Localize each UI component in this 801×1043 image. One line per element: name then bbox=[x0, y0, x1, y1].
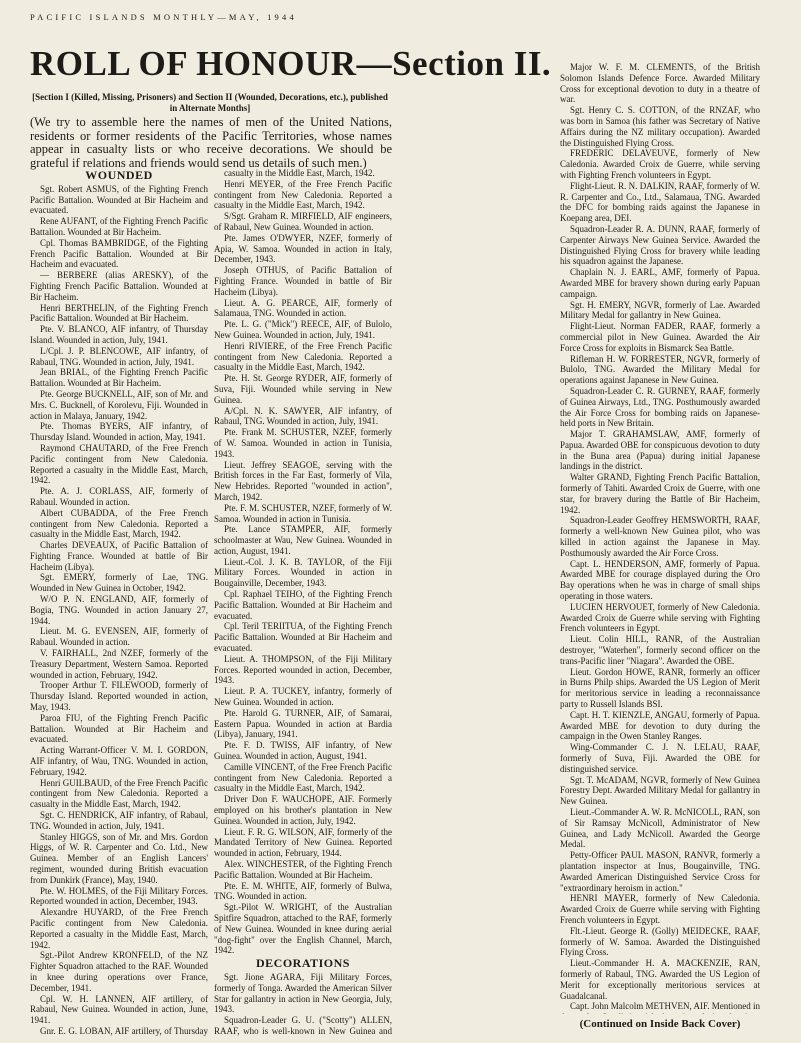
roll-entry: Lieut. F. R. G. WILSON, AIF, formerly of the Mandated Territory of New Guinea. Reported wounded in action, February, 1944. bbox=[214, 826, 392, 859]
roll-entry: Sgt. Robert ASMUS, of the Fighting French Pacific Battalion. Wounded at Bir Hacheim and evacuated. bbox=[30, 183, 208, 216]
roll-entry: Henri GUILBAUD, of the Free French Pacific contingent from New Caledonia. Reported a casualty in the Middle East, March, 1942. bbox=[30, 777, 208, 810]
roll-entry: Pte. A. J. CORLASS, AIF, formerly of Rabaul. Wounded in action. bbox=[30, 486, 208, 507]
roll-entry: Henri MEYER, of the Free French Pacific contingent from New Caledonia. Reported a casualty in the Middle East, March, 1942. bbox=[214, 178, 392, 211]
roll-entry: Albert CUBADDA, of the Free French contingent from New Caledonia. Reported a casualty in the Middle East, March, 1942. bbox=[30, 507, 208, 540]
roll-entry: Pte. F. M. SCHUSTER, NZEF, formerly of W. Samoa. Wounded in action in Tunisia. bbox=[214, 502, 392, 524]
roll-entry: Sgt.-Pilot W. WRIGHT, of the Australian Spitfire Squadron, attached to the RAF, formerly of New Guinea. Wounded in knee during aerial "dog-fight" over the English Channel, March, 1942. bbox=[214, 902, 392, 956]
roll-entry: A/Cpl. N. K. SAWYER, AIF infantry, of Rabaul, TNG. Wounded in action, July, 1941. bbox=[214, 405, 392, 427]
roll-entry: HENRI MAYER, formerly of New Caledonia. Awarded Croix de Guerre while serving with Fighting French volunteers in Egypt. bbox=[560, 893, 760, 925]
roll-entry: Cpl. Raphael TEIHO, of the Fighting French Pacific Battalion. Wounded at Bir Hacheim and evacuated. bbox=[214, 589, 392, 621]
roll-entry: Pte. George BUCKNELL, AIF, son of Mr. and Mrs. C. Bucknell, of Korolevu, Fiji. Wounded in action in Malaya, January, 1942. bbox=[30, 388, 208, 421]
roll-entry: Henri BERTHELIN, of the Fighting French Pacific Battalion. Wounded at Bir Hacheim. bbox=[30, 302, 208, 324]
roll-entry: Sgt.-Pilot Andrew KRONFELD, of the NZ Fighter Squadron attached to the RAF. Wounded in knee during operations over France, December, 1941. bbox=[30, 950, 208, 993]
roll-entry: Lieut. M. G. EVENSEN, AIF, formerly of Rabaul. Wounded in action. bbox=[30, 626, 208, 648]
wounded-list-2 bbox=[214, 168, 392, 956]
wounded-list-1 bbox=[30, 184, 208, 1036]
roll-entry: casualty in the Middle East, March, 1942. bbox=[224, 168, 375, 178]
roll-entry: Flt.-Lieut. George R. (Golly) MEIDECKE, RAAF, formerly of W. Samoa. Awarded the Distinguished Flying Cross. bbox=[560, 925, 760, 958]
roll-entry: Flight-Lieut. Norman FADER, RAAF, formerly a commercial pilot in New Guinea. Awarded the Air Force Cross for exploits in Bismarck Sea Battle. bbox=[560, 321, 760, 353]
running-head: PACIFIC ISLANDS MONTHLY—MAY, 1944 bbox=[30, 12, 297, 22]
roll-entry: Major W. F. M. CLEMENTS, of the British Solomon Islands Defence Force. Awarded Military Cross for exceptional devotion to duty in a theatre of war. bbox=[560, 62, 760, 105]
roll-entry: Major T. GRAHAMSLAW, AMF, formerly of Papua. Awarded OBE for conspicuous devotion to duty in the Buna area (Papua) during initial Japanese landings in the district. bbox=[560, 429, 760, 472]
roll-entry: Sgt. Henry C. S. COTTON, of the RNZAF, who was born in Samoa (his father was Secretary of Native Affairs during the NZ military occupation). Awarded the Distinguished Flying Cross. bbox=[560, 105, 760, 148]
roll-entry: Alex. WINCHESTER, of the Fighting French Pacific Battalion. Wounded at Bir Hacheim. bbox=[214, 859, 392, 880]
roll-entry: Pte. W. HOLMES, of the Fiji Military Forces. Reported wounded in action, December, 1943. bbox=[30, 885, 208, 907]
roll-entry: Flight-Lieut. R. N. DALKIN, RAAF, formerly of W. R. Carpenter and Co., Ltd., Salamaua, TNG. Awarded the DFC for bombing raids against the Japanese in Koepang area, DEI. bbox=[560, 180, 760, 224]
roll-entry: Stanley HIGGS, son of Mr. and Mrs. Gordon Higgs, of W. R. Carpenter and Co. Ltd., New Guinea. Member of an English Lancers' regiment, wounded during British evacuation from Dunkirk (France), May, 1940. bbox=[30, 831, 208, 885]
roll-entry: Pte. L. G. ("Mick") REECE, AIF, of Bulolo, New Guinea. Wounded in action, July, 1941. bbox=[214, 319, 392, 340]
wounded-heading: WOUNDED bbox=[85, 168, 153, 182]
roll-entry: Jean BRIAL, of the Fighting French Pacific Battalion. Wounded at Bir Hacheim. bbox=[30, 367, 208, 389]
roll-entry: FREDERIC DELAVEUVE, formerly of New Caledonia. Awarded Croix de Guerre, while serving with Fighting French volunteers in Egypt. bbox=[560, 148, 760, 180]
roll-entry: Alexandre HUYARD, of the Free French Pacific contingent from New Caledonia. Reported a casualty in the Middle East, March, 1942. bbox=[30, 907, 208, 950]
roll-entry: Cpl. W. H. LANNEN, AIF artillery, of Rabaul, New Guinea. Wounded in action, June, 1941. bbox=[30, 993, 208, 1026]
roll-entry: Henri RIVIERE, of the Free French Pacific contingent from New Caledonia. Reported a casualty in the Middle East, March, 1942. bbox=[214, 340, 392, 373]
roll-entry: Sgt. H. EMERY, NGVR, formerly of Lae. Awarded Military Medal for gallantry in New Guinea. bbox=[560, 299, 760, 321]
roll-entry: Pte. Frank M. SCHUSTER, NZEF, formerly of W. Samoa. Wounded in action in Tunisia, 1943. bbox=[214, 427, 392, 459]
roll-entry: Squadron-Leader Geoffrey HEMSWORTH, RAAF, formerly a well-known New Guinea pilot, who was killed in action against the Japanese in May. Posthumously awarded the Air Force Cross. bbox=[560, 515, 760, 558]
roll-entry: Charles DEVEAUX, of Pacific Battalion of Fighting France. Wounded at battle of Bir Hacheim (Libya). bbox=[30, 540, 208, 572]
roll-entry: Pte. James O'DWYER, NZEF, formerly of Apia, W. Samoa. Wounded in action in Italy, December, 1943. bbox=[214, 232, 392, 265]
roll-entry: Driver Don F. WAUCHOPE, AIF. Formerly employed on his brother's plantation in New Guinea. Wounded in action, July, 1942. bbox=[214, 794, 392, 826]
column-2 bbox=[214, 168, 392, 1036]
decorations-list-2 bbox=[560, 62, 760, 1014]
roll-entry: Chaplain N. J. EARL, AMF, formerly of Papua. Awarded MBE for bravery shown during early Papuan campaign. bbox=[560, 267, 760, 299]
roll-entry: Pte. Lance STAMPER, AIF, formerly schoolmaster at Wau, New Guinea. Wounded in action, August, 1941. bbox=[214, 524, 392, 556]
roll-entry: LUCIEN HERVOUET, formerly of New Caledonia. Awarded Croix de Guerre while serving with Fighting French volunteers in Egypt. bbox=[560, 601, 760, 634]
roll-entry: Sgt. C. HENDRICK, AIF infantry, of Rabaul, TNG. Wounded in action, July, 1941. bbox=[30, 810, 208, 831]
roll-entry: Lieut. Jeffrey SEAGOE, serving with the British forces in the Far East, formerly of Vila, New Hebrides. Reported "wounded in action", March, 1942. bbox=[214, 459, 392, 502]
roll-entry: Capt. John Malcolm METHVEN, AIF. Mentioned in bbox=[570, 1001, 760, 1012]
roll-entry: Paroa FIU, of the Fighting French Pacific Battalion. Wounded at Bir Hacheim and evacuated. bbox=[30, 712, 208, 745]
roll-entry: Cpl. Thomas BAMBRIDGE, of the Fighting French Pacific Battalion. Wounded at Bir Hacheim and evacuated. bbox=[30, 237, 208, 270]
roll-entry: Pte. E. M. WHITE, AIF, formerly of Bulwa, TNG. Wounded in action. bbox=[214, 880, 392, 902]
page-subtitle: [Section I (Killed, Missing, Prisoners) and Section II (Wounded, Decorations, etc.), published in Alternate Months] bbox=[32, 92, 388, 113]
roll-entry: Sgt. T. McADAM, NGVR, formerly of New Guinea Forestry Dept. Awarded Military Medal for gallantry in New Guinea. bbox=[560, 774, 760, 807]
roll-entry: Lieut. Colin HILL, RANR, of the Australian destroyer, "Waterhen", formerly second officer on the trans-Pacific liner "Niagara". Awarded the OBE. bbox=[560, 634, 760, 666]
decorations-list-1 bbox=[214, 972, 392, 1036]
roll-entry: Lieut.-Commander A. W. R. McNICOLL, RAN, son of Sir Ramsay McNicoll, Administrator of New Guinea, and Lady McNicoll. Awarded the George Medal. bbox=[560, 806, 760, 850]
column-1 bbox=[30, 168, 208, 1036]
roll-entry: Pte. F. D. TWISS, AIF infantry, of New Guinea. Wounded in action, August, 1941. bbox=[214, 740, 392, 762]
roll-entry: Squadron-Leader C. R. GURNEY, RAAF, formerly of Guinea Airways, Ltd., TNG. Posthumously awarded the Air Force Cross for bombing raids on Japanese-held ports in New Britain. bbox=[560, 385, 760, 429]
roll-entry: Joseph OTHUS, of Pacific Battalion of Fighting France. Wounded in battle of Bir Hacheim (Libya). bbox=[214, 265, 392, 297]
roll-entry: Camille VINCENT, of the Free French Pacific contingent from New Caledonia. Reported a casualty in the Middle East, March, 1942. bbox=[214, 761, 392, 794]
roll-entry: Petty-Officer PAUL MASON, RANVR, formerly a plantation inspector at Inus, Bougainville, TNG. Awarded American Distinguished Service Cross for "extraordinary heroism in action." bbox=[560, 850, 760, 893]
roll-entry: W/O P. N. ENGLAND, AIF, formerly of Bogia, TNG. Wounded in action January 27, 1944. bbox=[30, 594, 208, 626]
roll-entry: Acting Warrant-Officer V. M. I. GORDON, AIF infantry, of Wau, TNG. Wounded in action, February, 1942. bbox=[30, 745, 208, 777]
roll-entry: Pte. H. St. George RYDER, AIF, formerly of Suva, Fiji. Wounded while serving in New Guinea. bbox=[214, 373, 392, 405]
roll-entry: Capt. L. HENDERSON, AMF, formerly of Papua. Awarded MBE for courage displayed during the Oro Bay operations when he was in charge of small ships operating in those waters. bbox=[560, 558, 760, 602]
roll-entry: Lieut. P. A. TUCKEY, infantry, formerly of New Guinea. Wounded in action. bbox=[214, 686, 392, 708]
intro-paragraph: (We try to assemble here the names of men of the United Nations, residents or former residents of the Pacific Territories, whose names appear in casualty lists or who receive decorations. We should be grateful if relations and friends would send us details of such men.) bbox=[30, 115, 392, 170]
roll-entry: Walter GRAND, Fighting French Pacific Battalion, formerly of Tahiti. Awarded Croix de Guerre, with one star, for bravery during the Battle of Bir Hacheim, 1942. bbox=[560, 472, 760, 515]
roll-entry: Raymond CHAUTARD, of the Free French Pacific contingent from New Caledonia. Reported a casualty in the Middle East, March, 1942. bbox=[30, 442, 208, 486]
roll-entry: L/Cpl. J. P. BLENCOWE, AIF infantry, of Rabaul, TNG. Wounded in action, July, 1941. bbox=[30, 345, 208, 367]
roll-entry: Cpl. Teril TERIITUA, of the Fighting French Pacific Battalion. Wounded at Bir Hacheim and evacuated. bbox=[214, 621, 392, 654]
roll-entry: Trooper Arthur T. FILEWOOD, formerly of Thursday Island. Reported wounded in action, May, 1943. bbox=[30, 680, 208, 713]
decorations-heading: DECORATIONS bbox=[256, 956, 350, 971]
roll-entry: Sgt. EMERY, formerly of Lae, TNG. Wounded in New Guinea in October, 1942. bbox=[30, 572, 208, 594]
roll-entry: Lieut.-Commander H. A. MACKENZIE, RAN, formerly of Rabaul, TNG. Awarded the US Legion of Merit for exceptionally meritorious services at Guadalcanal. bbox=[560, 958, 760, 1001]
roll-entry: Squadron-Leader G. U. ("Scotty") ALLEN, RAAF, who is well-known in New Guinea and bbox=[214, 1015, 392, 1036]
roll-entry: Pte. Thomas BYERS, AIF infantry, of Thursday Island. Wounded in action, May, 1941. bbox=[30, 421, 208, 443]
page-title: ROLL OF HONOUR—Section II. bbox=[30, 44, 552, 83]
roll-entry: Pte. V. BLANCO, AIF infantry, of Thursday Island. Wounded in action, July, 1941. bbox=[30, 324, 208, 345]
roll-entry: Lieut. A. G. PEARCE, AIF, formerly of Salamaua, TNG. Wounded in action. bbox=[214, 297, 392, 319]
roll-entry: Lieut. A. THOMPSON, of the Fiji Military Forces. Reported wounded in action, December, 1943. bbox=[214, 653, 392, 686]
roll-entry: Rene AUFANT, of the Fighting French Pacific Battalion. Wounded at Bir Hacheim. bbox=[30, 216, 208, 237]
roll-entry: V. FAIRHALL, 2nd NZEF, formerly of the Treasury Department, Western Samoa. Reported wounded in action, February, 1942. bbox=[30, 648, 208, 680]
column-3 bbox=[560, 62, 760, 1014]
roll-entry: Rifleman H. W. FORRESTER, NGVR, formerly of Bulolo, TNG. Awarded the Military Medal for operations against Japanese in New Guinea. bbox=[560, 353, 760, 386]
roll-entry: — BERBERE (alias ARESKY), of the Fighting French Pacific Battalion. Wounded at Bir Hacheim. bbox=[30, 270, 208, 302]
roll-entry: S/Sgt. Graham R. MIRFIELD, AIF engineers, of Rabaul, New Guinea. Wounded in action. bbox=[214, 211, 392, 232]
continued-note: (Continued on Inside Back Cover) bbox=[579, 1018, 741, 1030]
roll-entry: Capt. H. T. KIENZLE, ANGAU, formerly of Papua. Awarded MBE for devotion to duty during the campaign in the Owen Stanley Ranges. bbox=[560, 709, 760, 742]
roll-entry: Wing-Commander C. J. N. LELAU, RAAF, formerly of Suva, Fiji. Awarded the OBE for distinguished service. bbox=[560, 742, 760, 774]
roll-entry: Lieut. Gordon HOWE, RANR, formerly an officer in Burns Philp ships. Awarded the US Legion of Merit for meritorious service in leading a reconnaissance party to Russell Islands BSI. bbox=[560, 666, 760, 710]
roll-entry: Lieut.-Col. J. K. B. TAYLOR, of the Fiji Military Forces. Wounded in action in Bougainville, December, 1943. bbox=[214, 556, 392, 589]
roll-entry: Pte. Harold G. TURNER, AIF, of Samarai, Eastern Papua. Wounded in action at Bardia (Libya), January, 1941. bbox=[214, 707, 392, 740]
roll-entry: Squadron-Leader R. A. DUNN, RAAF, formerly of Carpenter Airways New Guinea Service. Awarded the Distinguished Flying Cross for bravery while leading his squadron against the Japanese. bbox=[560, 223, 760, 267]
roll-entry: Sgt. Jione AGARA, Fiji Military Forces, formerly of Tonga. Awarded the American Silver Star for gallantry in action in New Georgia, July, 1943. bbox=[214, 971, 392, 1015]
roll-entry: Gnr. E. G. LOBAN, AIF artillery, of Thursday bbox=[40, 1025, 208, 1036]
